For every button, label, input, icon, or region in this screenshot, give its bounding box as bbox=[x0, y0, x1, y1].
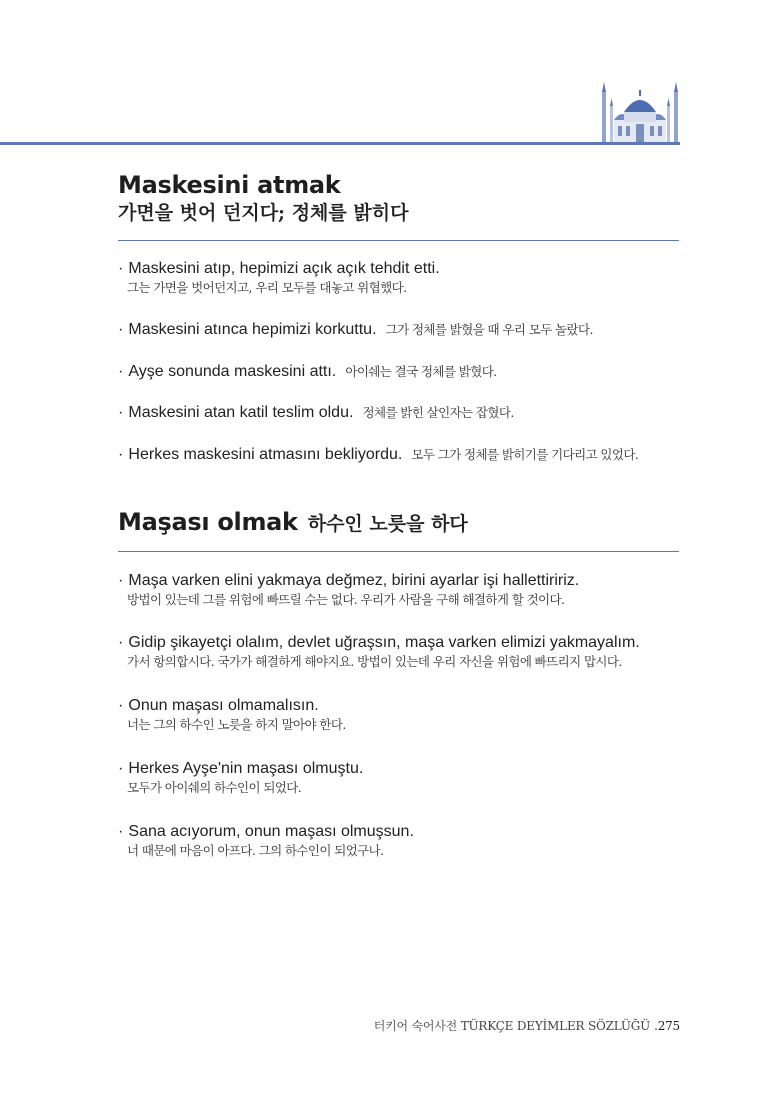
example-korean: 모두 그가 정체를 밝히기를 기다리고 있었다. bbox=[411, 447, 639, 462]
example-item bbox=[118, 361, 497, 382]
example-item bbox=[118, 258, 440, 297]
header-rule bbox=[0, 142, 680, 145]
example-korean: 너 때문에 마음이 아프다. 그의 하수인이 되었구나. bbox=[127, 843, 384, 858]
section-divider bbox=[118, 240, 679, 241]
idiom-title-turkish: Maşası olmak bbox=[118, 508, 298, 536]
example-item bbox=[118, 570, 579, 609]
book-title: 터키어 숙어사전 TÜRKÇE DEYİMLER SÖZLÜĞÜ bbox=[373, 1019, 651, 1033]
idiom-section-maskesini-atmak bbox=[118, 170, 679, 463]
example-turkish: Gidip şikayetçi olalım, devlet uğraşsın, maşa varken elimizi yakmayalım. bbox=[128, 634, 640, 651]
idiom-title-turkish: Maskesini atmak bbox=[118, 171, 341, 199]
example-item bbox=[118, 758, 363, 797]
example-turkish: Maşa varken elini yakmaya değmez, birini ayarlar işi hallettiririz. bbox=[128, 572, 580, 589]
example-turkish: Herkes maskesini atmasını bekliyordu. bbox=[128, 446, 403, 463]
bullet: · bbox=[118, 634, 124, 651]
example-turkish: Maskesini atınca hepimizi korkuttu. bbox=[128, 321, 377, 338]
bullet: · bbox=[118, 697, 124, 714]
example-turkish: Herkes Ayşe'nin maşası olmuştu. bbox=[128, 760, 364, 777]
example-turkish: Onun maşası olmamalısın. bbox=[128, 697, 319, 714]
example-korean: 그가 정체를 밝혔을 때 우리 모두 놀랐다. bbox=[385, 322, 593, 337]
bullet: · bbox=[118, 363, 124, 380]
mosque-icon bbox=[598, 78, 682, 144]
example-korean: 너는 그의 하수인 노릇을 하지 말아야 한다. bbox=[127, 717, 346, 732]
example-korean: 정체를 밝힌 살인자는 잡혔다. bbox=[362, 405, 514, 420]
example-korean: 방법이 있는데 그를 위험에 빠뜨릴 수는 없다. 우리가 사람을 구해 해결하게 할 것이다. bbox=[127, 592, 565, 607]
example-korean: 아이쉐는 결국 정체를 밝혔다. bbox=[345, 364, 497, 379]
idiom-title-korean: 하수인 노릇을 하다 bbox=[307, 513, 468, 535]
example-korean: 모두가 아이쉐의 하수인이 되었다. bbox=[127, 780, 302, 795]
bullet: · bbox=[118, 446, 124, 463]
example-item bbox=[118, 319, 593, 340]
bullet: · bbox=[118, 260, 124, 277]
idiom-title-korean: 가면을 벗어 던지다; 정체를 밝히다 bbox=[118, 202, 409, 224]
example-korean: 그는 가면을 벗어던지고, 우리 모두를 대놓고 위협했다. bbox=[127, 280, 407, 295]
example-item bbox=[118, 821, 414, 860]
example-item bbox=[118, 402, 514, 423]
bullet: · bbox=[118, 321, 124, 338]
page-footer bbox=[374, 1017, 680, 1034]
example-item bbox=[118, 632, 640, 671]
example-turkish: Ayşe sonunda maskesini attı. bbox=[128, 363, 337, 380]
page-number: .275 bbox=[654, 1019, 680, 1033]
example-turkish: Sana acıyorum, onun maşası olmuşsun. bbox=[128, 823, 414, 840]
bullet: · bbox=[118, 760, 124, 777]
example-item bbox=[118, 695, 346, 734]
example-turkish: Maskesini atıp, hepimizi açık açık tehdit etti. bbox=[128, 260, 440, 277]
example-korean: 가서 항의합시다. 국가가 해결하게 해야지요. 방법이 있는데 우리 자신을 위험에 빠뜨리지 맙시다. bbox=[127, 654, 622, 669]
example-turkish: Maskesini atan katil teslim oldu. bbox=[128, 404, 354, 421]
bullet: · bbox=[118, 823, 124, 840]
idiom-section-masasi-olmak bbox=[118, 507, 679, 858]
bullet: · bbox=[118, 572, 124, 589]
bullet: · bbox=[118, 404, 124, 421]
section-divider bbox=[118, 551, 679, 552]
example-item bbox=[118, 444, 638, 465]
